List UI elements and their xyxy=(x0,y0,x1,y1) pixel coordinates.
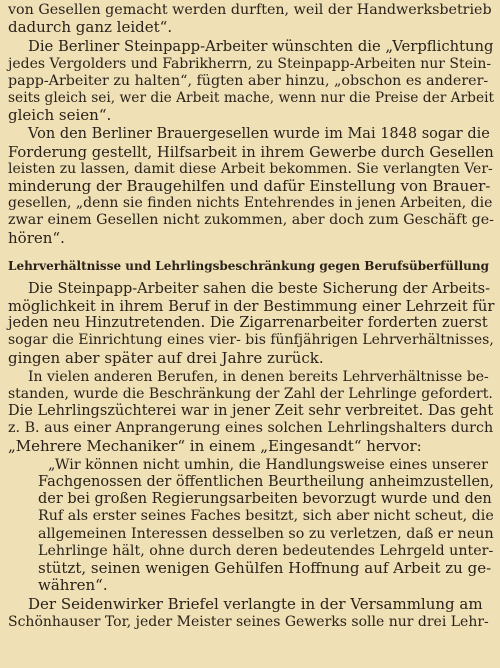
text-line-content: gleich seien“. xyxy=(8,106,112,125)
text-line-content: Der Seidenwirker Briefel verlangte in der Versammlung am xyxy=(28,595,483,614)
text-line-content: jeden neu Hinzutretenden. Die Zigarrenarbeiter forderten zuerst xyxy=(8,315,488,332)
quote-line-content: Ruf als erster seines Faches besitzt, sich aber nicht scheut, die xyxy=(38,508,494,525)
text-line-content: dadurch ganz leidet“. xyxy=(8,18,173,37)
text-line-content: zwar einem Gesellen nicht zukommen, aber doch zum Geschäft ge- xyxy=(8,212,494,229)
section-heading: Lehrverhältnisse und Lehrlingsbeschränkung gegen Berufsüberfüllung xyxy=(8,258,489,273)
quote-line-content: stützt, seinen wenigen Gehülfen Hoffnung auf Arbeit zu ge- xyxy=(38,559,492,577)
text-line-content: In vielen anderen Berufen, in denen bereits Lehrverhältnisse be- xyxy=(28,368,489,385)
text-line-content: Von den Berliner Brauergesellen wurde im Mai 1848 sogar die xyxy=(28,126,490,143)
quote-line xyxy=(0,491,500,508)
text-line-content: hören“. xyxy=(8,228,65,247)
quote-line-content: Lehrlinge hält, ohne durch deren bedeutendes Lehrgeld unter- xyxy=(38,542,494,559)
text-line-content: Die Steinpapp-Arbeiter sahen die beste Sicherung der Arbeits- xyxy=(28,280,490,297)
quote-line-content: Fachgenossen der öffentlichen Beurtheilung anheimzustellen, xyxy=(38,474,494,490)
text-line xyxy=(0,126,500,143)
quote-line-content: währen“. xyxy=(38,576,108,595)
text-line xyxy=(0,19,500,36)
quote-line xyxy=(0,526,500,543)
text-line-content: gingen aber später auf drei Jahre zurück. xyxy=(8,348,324,367)
text-line xyxy=(0,230,500,247)
quote-line xyxy=(0,543,500,560)
text-line-content: jedes Vergolders und Fabrikherrn, zu Steinpapp-Arbeiten nur Stein- xyxy=(8,55,492,72)
text-line xyxy=(0,212,500,229)
text-line-content: von Gesellen gemacht werden durften, weil der Handwerksbetrieb xyxy=(8,2,492,18)
text-line-content: leisten zu lassen, damit diese Arbeit bekommen. Sie verlangten Ver- xyxy=(8,160,493,177)
quote-line xyxy=(0,457,500,474)
text-line xyxy=(0,420,500,437)
text-line xyxy=(0,2,500,19)
text-line xyxy=(0,38,500,55)
text-line-content: minderung der Braugehilfen und dafür Einstellung von Brauer- xyxy=(8,177,491,195)
text-line xyxy=(0,144,500,161)
text-line xyxy=(0,350,500,367)
text-line xyxy=(0,438,500,455)
text-line xyxy=(0,281,500,298)
quote-line-content: der bei großen Regierungsarbeiten bevorzugt wurde und den xyxy=(38,491,492,508)
quote-line-content: „Wir können nicht umhin, die Handlungsweise eines unserer xyxy=(48,456,488,473)
text-line xyxy=(0,90,500,107)
text-line xyxy=(0,332,500,349)
text-line xyxy=(0,369,500,386)
text-line-content: papp-Arbeiter zu halten“, fügten aber hinzu, „obschon es anderer- xyxy=(8,72,489,89)
text-line xyxy=(0,386,500,403)
quote-line xyxy=(0,577,500,594)
text-line xyxy=(0,298,500,315)
quote-line xyxy=(0,474,500,491)
text-line xyxy=(0,107,500,124)
text-line-content: Die Lehrlingszüchterei war in jener Zeit sehr verbreitet. Das geht xyxy=(8,403,494,420)
text-line xyxy=(0,614,500,631)
text-line-content: standen, wurde die Beschränkung der Zahl der Lehrlinge gefordert. xyxy=(8,386,493,402)
text-line xyxy=(0,195,500,212)
text-line-content: „Mehrere Mechaniker“ in einem „Eingesandt“ hervor: xyxy=(8,436,422,455)
text-line-content: Schönhauser Tor, jeder Meister seines Gewerks solle nur drei Lehr- xyxy=(8,613,489,630)
text-line xyxy=(0,178,500,195)
text-line-content: Die Berliner Steinpapp-Arbeiter wünschten die „Verpflichtung xyxy=(28,38,494,56)
text-line xyxy=(0,73,500,90)
text-line xyxy=(0,315,500,332)
text-line xyxy=(0,403,500,420)
quote-line xyxy=(0,508,500,525)
text-line xyxy=(0,56,500,73)
text-line-content: gesellen, „denn sie finden nichts Entehrendes in jenen Arbeiten, die xyxy=(8,195,493,212)
quote-line-content: allgemeinen Interessen desselben so zu verletzen, daß er neun xyxy=(38,525,494,542)
text-line xyxy=(0,596,500,613)
text-line-content: Forderung gestellt, Hilfsarbeit in ihrem Gewerbe durch Gesellen xyxy=(8,143,494,161)
text-line-content: z. B. aus einer Anprangerung eines solchen Lehrlingshalters durch xyxy=(8,420,494,437)
quote-line xyxy=(0,560,500,577)
text-line-content: möglichkeit in ihrem Beruf in der Bestimmung einer Lehrzeit für xyxy=(8,298,495,315)
text-line xyxy=(0,161,500,178)
text-line-content: seits gleich sei, wer die Arbeit mache, wenn nur die Preise der Arbeit xyxy=(8,90,495,106)
text-line-content: sogar die Einrichtung eines vier- bis fünfjährigen Lehrverhältnisses, xyxy=(8,332,494,349)
